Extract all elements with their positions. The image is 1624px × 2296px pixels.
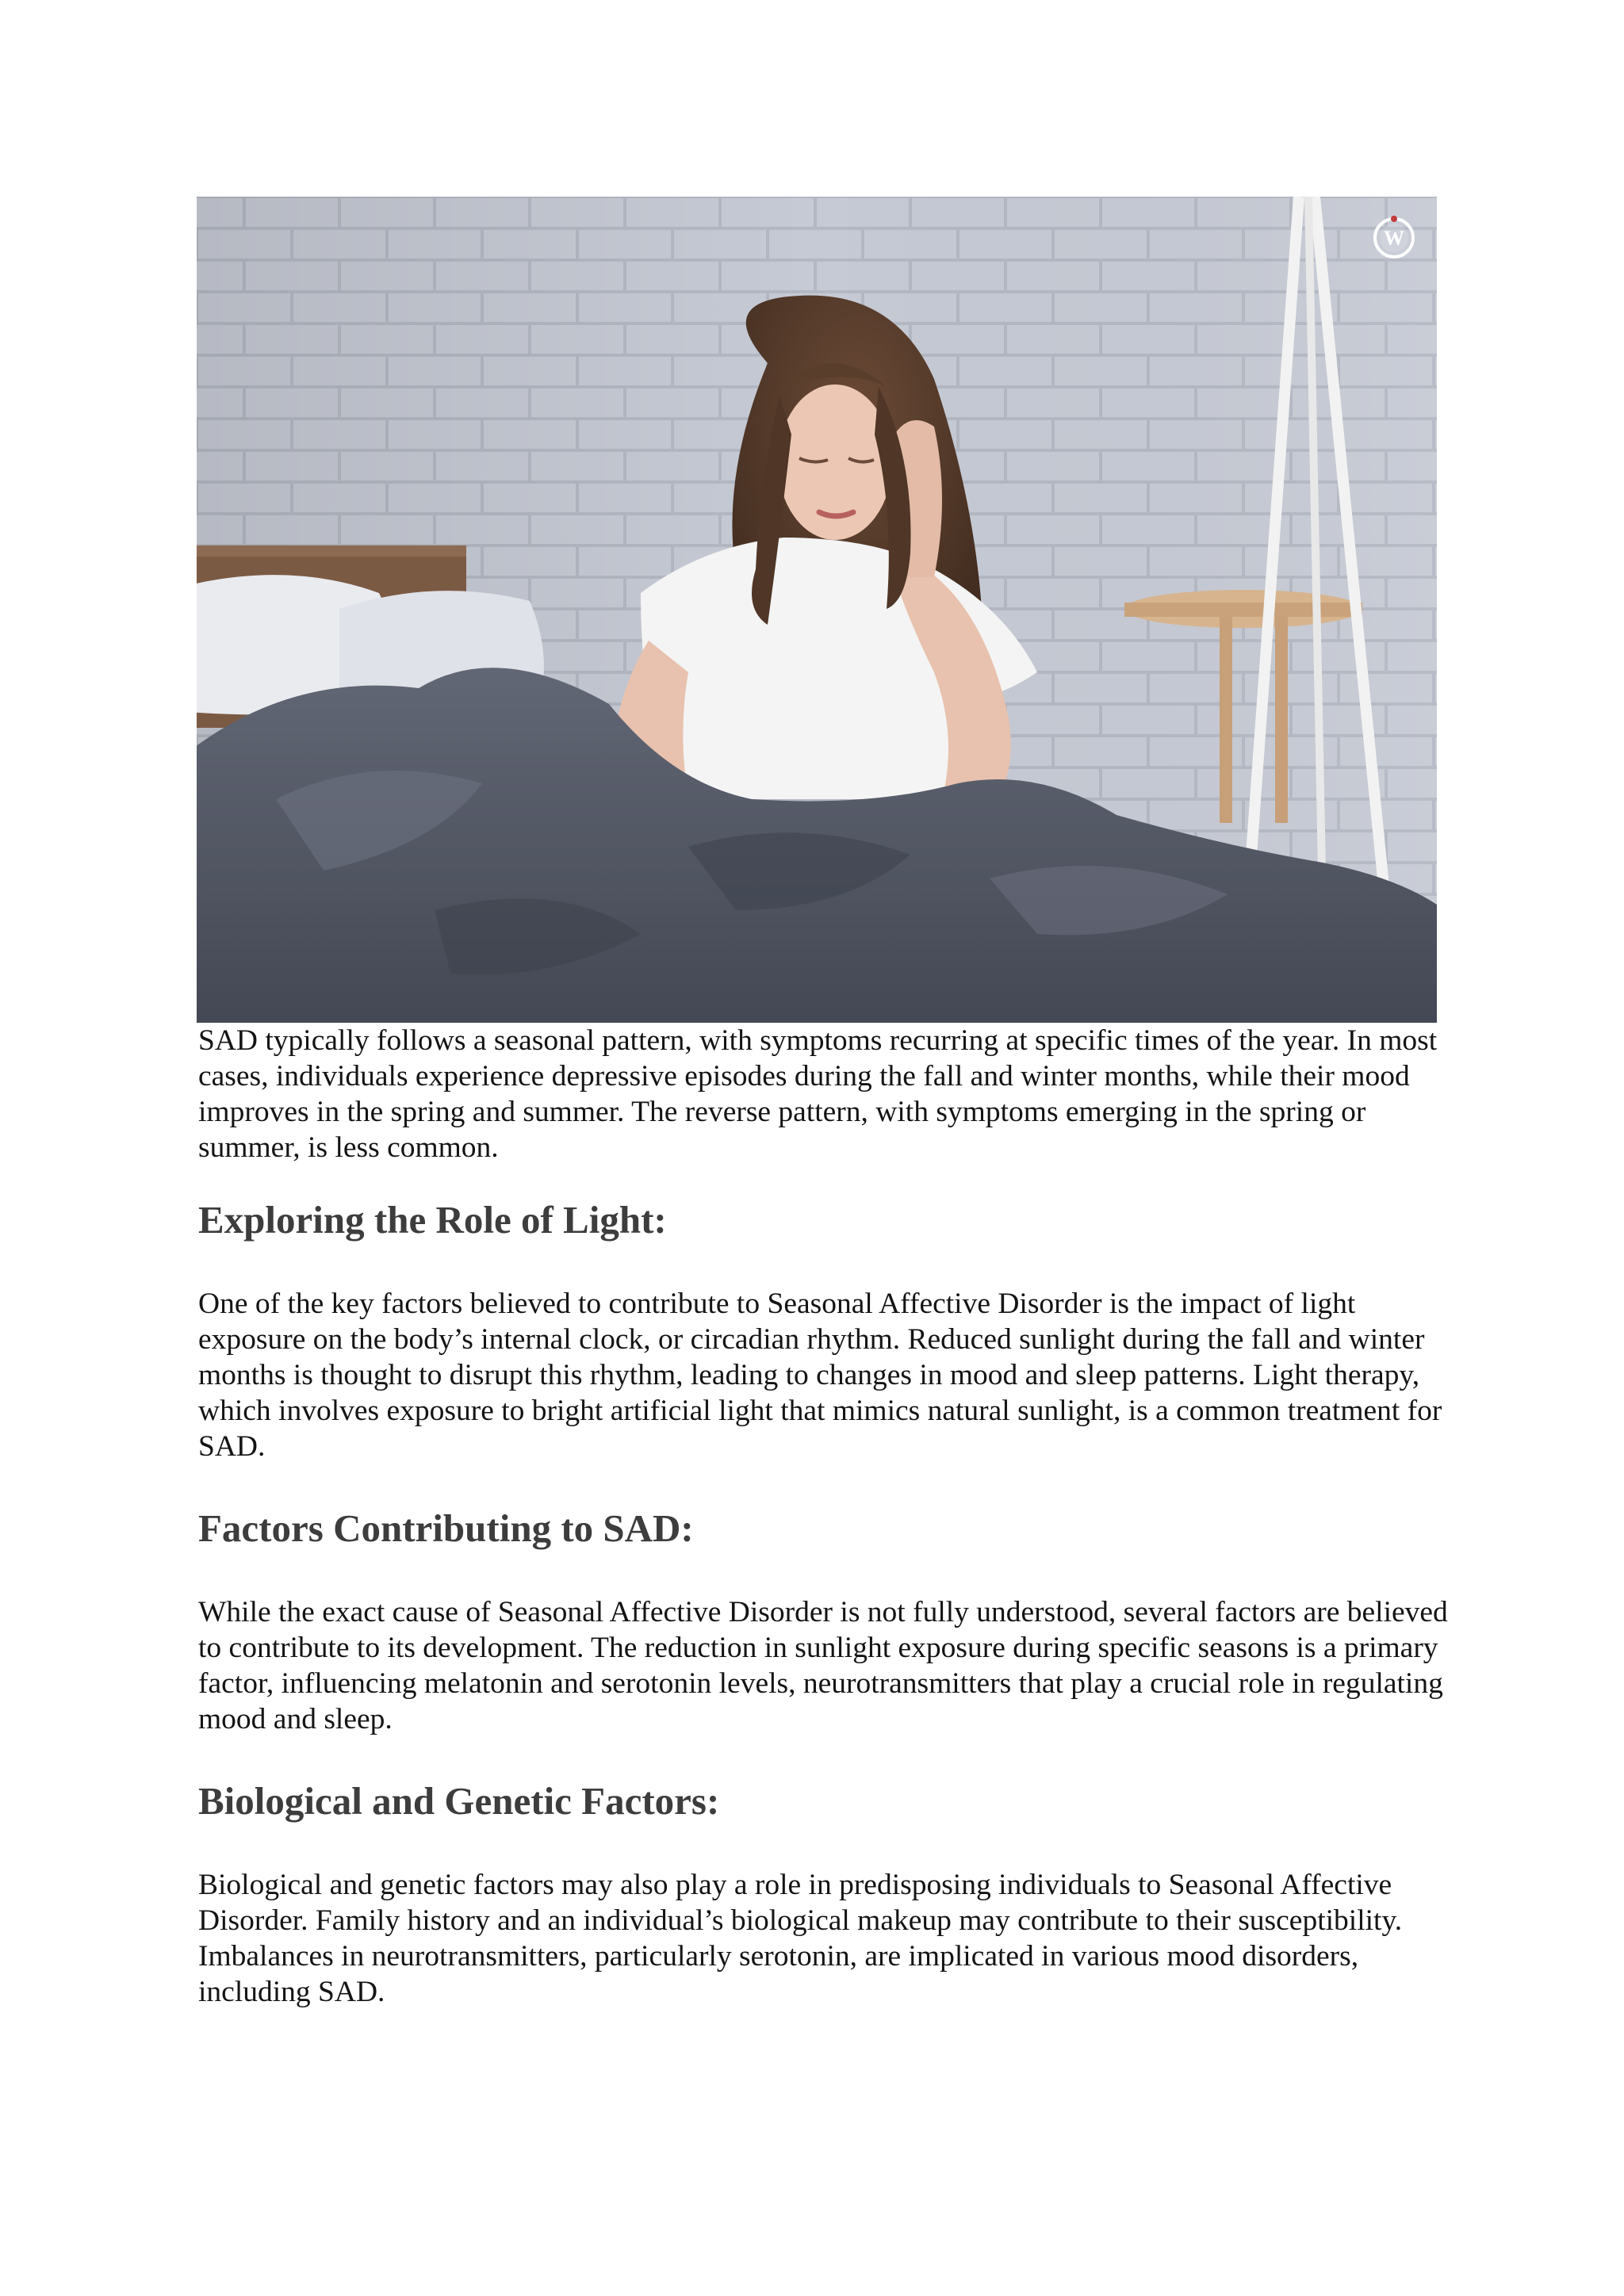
biological-paragraph: Biological and genetic factors may also play a role in predisposing individuals to Seasonal Affective Disorder. Family history and an individual’s biological makeup may contribute to their susceptibility. Imbalances in neurotransmitters, particularly serotonin, are implicated in various mood disorders, including SAD. [198, 1869, 1403, 2008]
article-body [198, 1023, 1451, 2010]
heading-role-of-light: Exploring the Role of Light: [198, 1198, 667, 1242]
light-paragraph: One of the key factors believed to contribute to Seasonal Affective Disorder is the impact of light exposure on the body’s internal clock, or circadian rhythm. Reduced sunlight during the fall and winter months is thought to disrupt this rhythm, leading to changes in mood and sleep patterns. Light therapy, which involves exposure to bright artificial light that mimics natural sunlight, is a common treatment for SAD. [198, 1288, 1442, 1463]
intro-paragraph: SAD typically follows a seasonal pattern, with symptoms recurring at specific times of the year. In most cases, individuals experience depressive episodes during the fall and winter months, while their mood improves in the spring and summer. The reverse pattern, with symptoms emerging in the spring or summer, is less common. [198, 1024, 1438, 1164]
heading-biological-genetic: Biological and Genetic Factors: [198, 1779, 720, 1823]
factors-paragraph: While the exact cause of Seasonal Affective Disorder is not fully understood, several factors are believed to contribute to its development. The reduction in sunlight exposure during specific seasons is a primary factor, influencing melatonin and serotonin levels, neurotransmitters that play a crucial role in regulating mood and sleep. [198, 1596, 1448, 1735]
woman-in-bed-illustration [197, 197, 1437, 1023]
svg-text:W: W [1384, 227, 1404, 250]
heading-factors-contributing: Factors Contributing to SAD: [198, 1506, 694, 1550]
article-photo [197, 197, 1437, 1023]
